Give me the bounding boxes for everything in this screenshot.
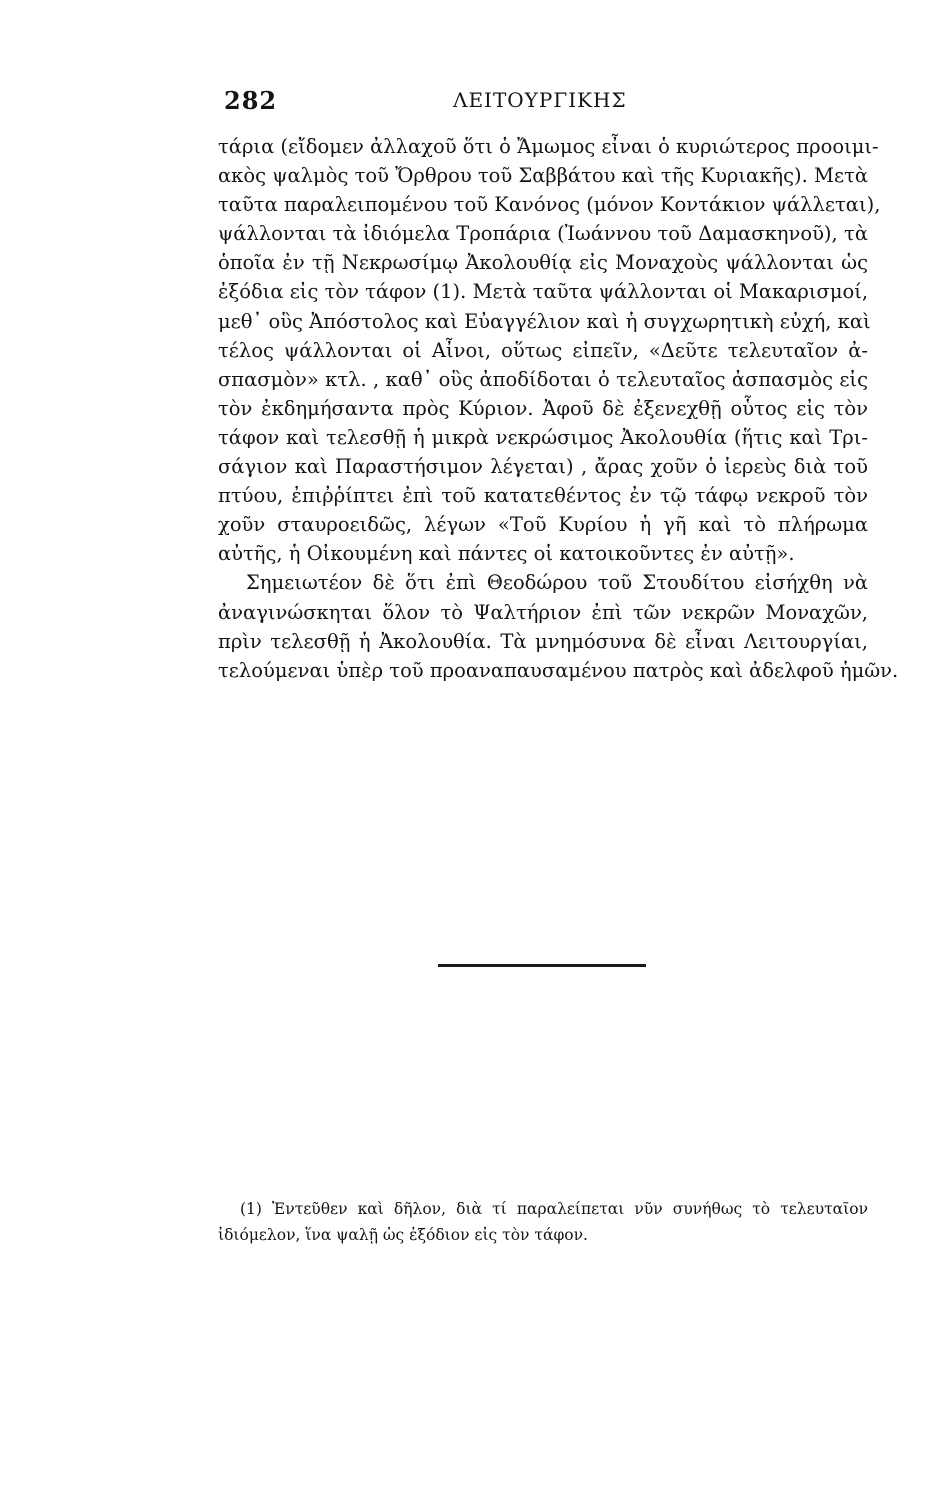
text-line: ἀναγινώσκηται ὅλον τὸ Ψαλτήριον ἐπὶ τῶν νεκρῶν Μοναχῶν, bbox=[218, 600, 868, 624]
text-line: τάρια (εἴδομεν ἀλλαχοῦ ὅτι ὁ Ἄμωμος εἶναι ὁ κυριώτερος προοιμι- bbox=[218, 135, 879, 158]
text-line: χοῦν σταυροειδῶς, λέγων «Τοῦ Κυρίου ἡ γῆ καὶ τὸ πλήρωμα bbox=[218, 513, 868, 537]
text-line: πτύου, ἐπιῤῥίπτει ἐπὶ τοῦ κατατεθέντος ἐν τῷ τάφῳ νεκροῦ τὸν bbox=[218, 484, 868, 508]
text-line: ταῦτα παραλειπομένου τοῦ Κανόνος (μόνον Κοντάκιον ψάλλεται), bbox=[218, 193, 881, 217]
text-line: Σημειωτέον δὲ ὅτι ἐπὶ Θεοδώρου τοῦ Στουδίτου εἰσήχθη νὰ bbox=[246, 571, 868, 595]
footnote-separator-rule bbox=[438, 964, 646, 967]
page-header bbox=[218, 86, 868, 120]
text-line: ὁποῖα ἐν τῇ Νεκρωσίμῳ Ἀκολουθίᾳ εἰς Μοναχοὺς ψάλλονται ὡς bbox=[218, 251, 868, 275]
text-line: σάγιον καὶ Παραστήσιμον λέγεται) , ἄρας χοῦν ὁ ἱερεὺς διὰ τοῦ bbox=[218, 455, 868, 479]
running-head: ΛΕΙΤΟΥΡΓΙΚΗΣ bbox=[453, 88, 627, 112]
footnote-line: (1) Ἐντεῦθεν καὶ δῆλον, διὰ τί παραλείπεται νῦν συνήθως τὸ τελευταῖον bbox=[240, 1200, 868, 1218]
page-number: 282 bbox=[224, 86, 278, 115]
text-line: ακὸς ψαλμὸς τοῦ Ὄρθρου τοῦ Σαββάτου καὶ τῆς Κυριακῆς). Μετὰ bbox=[218, 164, 869, 188]
text-line: τὸν ἐκδημήσαντα πρὸς Κύριον. Ἀφοῦ δὲ ἐξενεχθῇ οὗτος εἰς τὸν bbox=[218, 396, 868, 420]
text-line: ψάλλονται τὰ ἰδιόμελα Τροπάρια (Ἰωάννου τοῦ Δαμασκηνοῦ), τὰ bbox=[218, 222, 868, 246]
text-line: τέλος ψάλλονται οἱ Αἶνοι, οὕτως εἰπεῖν, «Δεῦτε τελευταῖον ἀ- bbox=[218, 338, 868, 362]
text-line: τελούμεναι ὑπὲρ τοῦ προαναπαυσαμένου πατρὸς καὶ ἀδελφοῦ ἡμῶν. bbox=[218, 658, 899, 682]
text-line: τάφον καὶ τελεσθῇ ἡ μικρὰ νεκρώσιμος Ἀκολουθία (ἥτις καὶ Τρι- bbox=[218, 425, 868, 449]
text-line: αὐτῆς, ἡ Οἰκουμένη καὶ πάντες οἱ κατοικοῦντες ἐν αὐτῇ». bbox=[218, 542, 795, 566]
text-line: σπασμὸν» κτλ. , καθ᾽ οὓς ἀποδίδοται ὁ τελευταῖος ἀσπασμὸς εἰς bbox=[218, 367, 868, 391]
footnote-line: ἰδιόμελον, ἵνα ψαλῇ ὡς ἐξόδιον εἰς τὸν τάφον. bbox=[218, 1226, 588, 1244]
text-line: μεθ᾽ οὓς Ἀπόστολος καὶ Εὐαγγέλιον καὶ ἡ συγχωρητικὴ εὐχή, καὶ bbox=[218, 309, 871, 333]
main-text bbox=[218, 132, 899, 685]
text-line: πρὶν τελεσθῇ ἡ Ἀκολουθία. Τὰ μνημόσυνα δὲ εἶναι Λειτουργίαι, bbox=[218, 629, 868, 653]
text-line: ἐξόδια εἰς τὸν τάφον (1). Μετὰ ταῦτα ψάλλονται οἱ Μακαρισμοί, bbox=[218, 280, 869, 304]
footnote bbox=[218, 1196, 868, 1248]
